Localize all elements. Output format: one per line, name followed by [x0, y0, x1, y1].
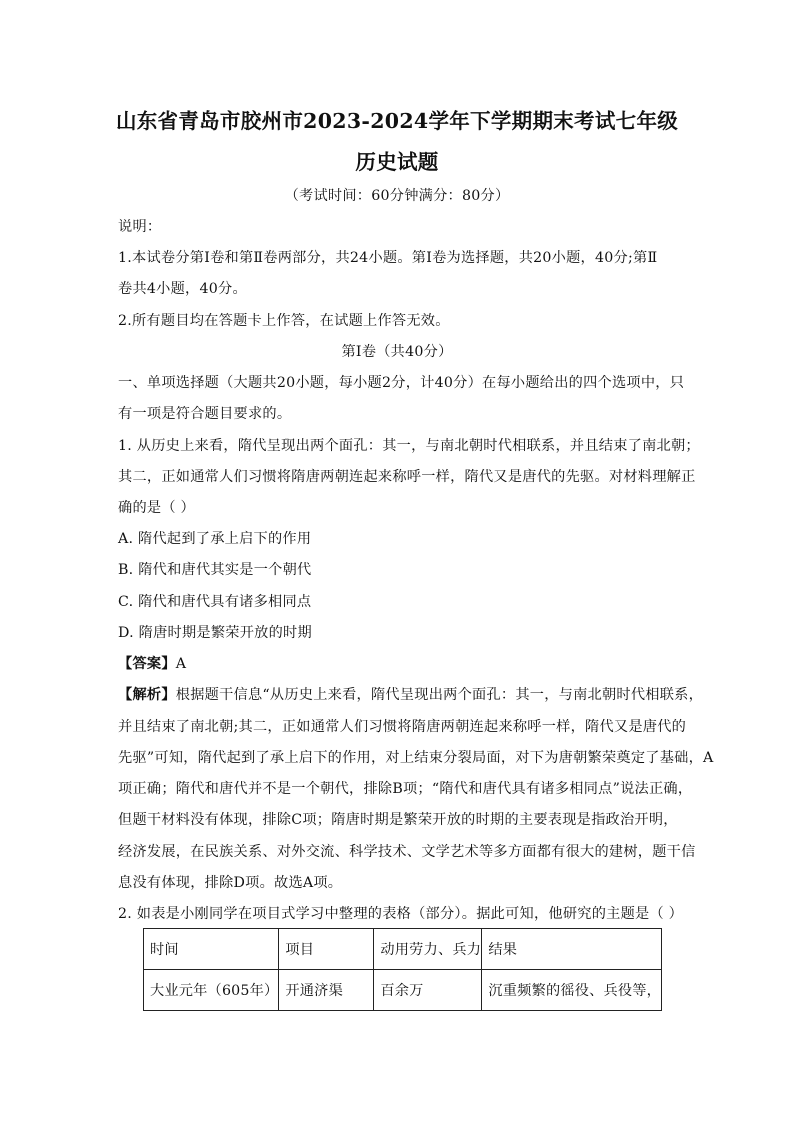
table-header-cell: 项目	[279, 929, 374, 970]
analysis-line: 但题干材料没有体现，排除C项；隋唐时期是繁荣开放的时期的主要表现是指政治开明，	[118, 812, 678, 828]
section-heading: 一、单项选择题（大题共20小题，每小题2分，计40分）在每小题给出的四个选项中，只	[118, 375, 685, 391]
question-2-table	[143, 928, 662, 1011]
question-1-stem-end: 确的是（ ）	[118, 500, 195, 516]
exam-title: 山东省青岛市胶州市2023-2024学年下学期期末考试七年级	[115, 109, 679, 133]
section-heading-cont: 有一项是符合题目要求的。	[118, 406, 292, 422]
exam-subject-title: 历史试题	[355, 150, 439, 174]
table-header-cell: 时间	[144, 929, 279, 970]
instruction-item-2: 2.所有题目均在答题卡上作答，在试题上作答无效。	[118, 313, 450, 329]
table-cell: 大业元年（605年）	[144, 970, 279, 1011]
table-header-row	[144, 929, 662, 970]
instruction-item-1: 1.本试卷分第Ⅰ卷和第Ⅱ卷两部分，共24小题。第Ⅰ卷为选择题，共20小题，40分;第Ⅱ	[118, 250, 658, 266]
table-cell: 百余万	[374, 970, 482, 1011]
exam-info: （考试时间：60分钟满分：80分）	[284, 188, 510, 204]
answer-label: 【答案】	[118, 656, 176, 672]
analysis-line: 息没有体现，排除D项。故选A项。	[118, 875, 343, 891]
analysis-label: 【解析】	[118, 687, 176, 703]
table-header-cell: 动用劳力、兵力	[374, 929, 482, 970]
table-cell: 开通济渠	[279, 970, 374, 1011]
question-1-stem: 1. 从历史上来看，隋代呈现出两个面孔：其一，与南北朝时代相联系，并且结束了南北朝；	[118, 438, 700, 454]
analysis-text: 根据题干信息“从历史上来看，隋代呈现出两个面孔：其一，与南北朝时代相联系，	[175, 687, 704, 703]
question-1-option-d: D. 隋唐时期是繁荣开放的时期	[118, 625, 312, 641]
analysis-line: 先驱”可知，隋代起到了承上启下的作用，对上结束分裂局面，对下为唐朝繁荣奠定了基础，A	[118, 750, 714, 766]
analysis-line: 并且结束了南北朝;其二，正如通常人们习惯将隋唐两朝连起来称呼一样，隋代又是唐代的	[118, 719, 687, 735]
question-1-option-a: A. 隋代起到了承上启下的作用	[118, 531, 312, 547]
answer-value: A	[175, 656, 187, 672]
table-header-cell: 结果	[482, 929, 662, 970]
table-cell: 沉重频繁的徭役、兵役等，	[482, 970, 662, 1011]
table-row	[144, 970, 662, 1011]
question-1-analysis	[118, 685, 703, 705]
question-1-stem-cont: 其二，正如通常人们习惯将隋唐两朝连起来称呼一样，隋代又是唐代的先驱。对材料理解正	[118, 469, 696, 485]
question-1-option-b: B. 隋代和唐代其实是一个朝代	[118, 562, 312, 578]
instruction-item-1-cont: 卷共4小题，40分。	[118, 281, 247, 297]
instructions-heading: 说明：	[118, 219, 162, 235]
question-1-answer	[118, 654, 186, 674]
section-title: 第Ⅰ卷（共40分）	[341, 344, 453, 360]
analysis-line: 经济发展，在民族关系、对外交流、科学技术、文学艺术等多方面都有很大的建树，题干信	[118, 844, 696, 860]
question-2-stem: 2. 如表是小刚同学在项目式学习中整理的表格（部分）。据此可知，他研究的主题是（ ）	[118, 906, 684, 922]
question-1-option-c: C. 隋代和唐代具有诸多相同点	[118, 594, 312, 610]
analysis-line: 项正确；隋代和唐代并不是一个朝代，排除B项；“隋代和唐代具有诸多相同点”说法正确，	[118, 781, 693, 797]
